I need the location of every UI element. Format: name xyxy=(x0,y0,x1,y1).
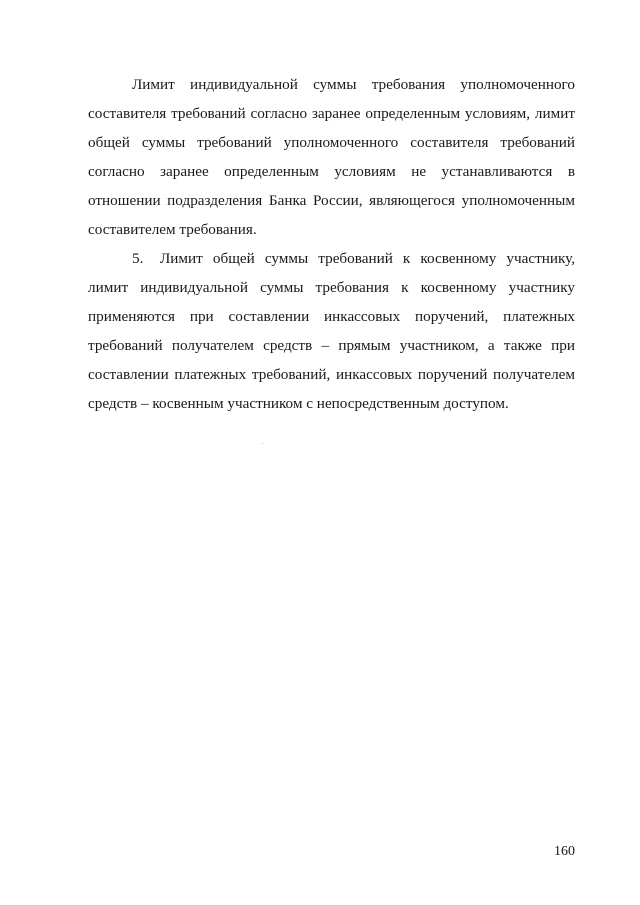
paragraph-limits-bank-of-russia: Лимит индивидуальной суммы требования уполномоченного составителя требований согласно заранее определенным условиям, лимит общей суммы требований уполномоченного составителя требований согласно заранее определенным условиям не устанавливаются в отношении подразделения Банка России, являющегося уполномоченным составителем требования. xyxy=(88,76,575,238)
paragraph-number: 5. xyxy=(132,250,144,267)
paragraph-5-text: Лимит общей суммы требований к косвенному участнику, лимит индивидуальной суммы требования к косвенному участнику применяются при составлении инкассовых поручений, платежных требований получателем средств – прямым участником, а также при составлении платежных требований, инкассовых поручений получателем средств – косвенным участником с непосредственным доступом. xyxy=(88,250,575,412)
document-body xyxy=(88,70,575,418)
paragraph-5 xyxy=(88,244,575,418)
scan-speck xyxy=(262,443,263,444)
page-number: 160 xyxy=(554,844,575,859)
